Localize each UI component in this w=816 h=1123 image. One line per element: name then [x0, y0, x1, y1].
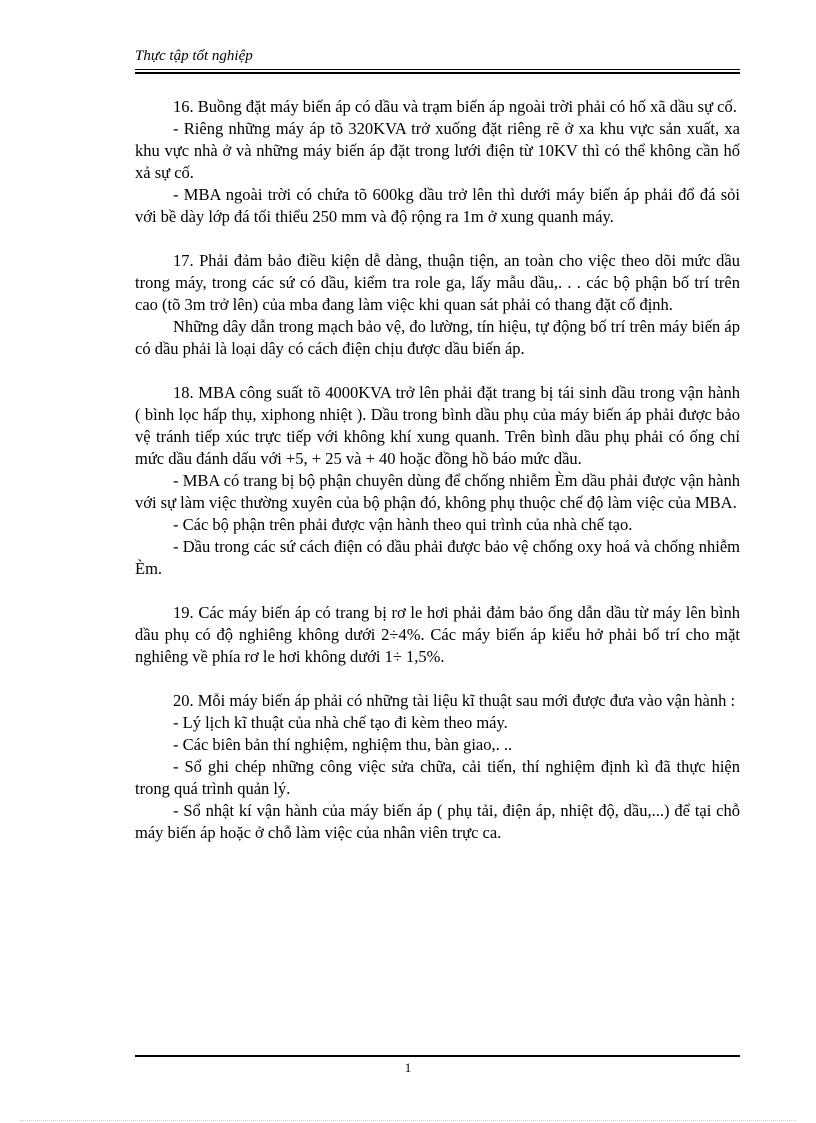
paragraph-17-item-1: Những dây dẫn trong mạch bảo vệ, đo lường, tín hiệu, tự động bố trí trên máy biến áp có dầu phải là loại dây có cách điện chịu được dầu biến áp. — [135, 317, 740, 358]
page-number: 1 — [404, 1060, 412, 1075]
page-header-title: Thực tập tốt nghiệp — [135, 48, 253, 64]
paragraph-18-item-2: - Các bộ phận trên phải được vận hành theo qui trình của nhà chế tạo. — [173, 515, 633, 534]
paragraph-16-item-2: - MBA ngoài trời có chứa tõ 600kg dầu trở lên thì dưới máy biến áp phải đổ đá sỏi với bề dày lớp đá tối thiểu 250 mm và độ rộng ra 1m ở xung quanh máy. — [135, 185, 740, 226]
paragraph-20-item-2: - Các biên bản thí nghiệm, nghiệm thu, bàn giao,. .. — [173, 735, 513, 754]
paragraph-20-item-3: - Sổ ghi chép những công việc sửa chữa, cải tiến, thí nghiệm định kì đã thực hiện trong quá trình quản lý. — [135, 757, 740, 798]
paragraph-18-item-3: - Dầu trong các sứ cách điện có dầu phải được bảo vệ chống oxy hoá và chống nhiễm Èm. — [135, 537, 740, 578]
document-body — [135, 96, 740, 844]
footer-rule — [135, 1055, 740, 1057]
paragraph-20-item-4: - Sổ nhật kí vận hành của máy biến áp ( phụ tải, điện áp, nhiệt độ, dầu,...) để tại chỗ máy biến áp hoặc ở chỗ làm việc của nhân viên trực ca. — [135, 801, 740, 842]
header-rule-thick — [135, 72, 740, 74]
paragraph-17-title: 17. Phải đảm bảo điều kiện dễ dàng, thuận tiện, an toàn cho việc theo dõi mức dầu trong máy, trong các sứ có dầu, kiểm tra role ga, lấy mẫu dầu,. . . các bộ phận bố trí trên cao (tõ 3m trở lên) của mba đang làm việc khi quan sát phải có thang đặt cố định. — [135, 251, 740, 314]
header-rule-thin — [135, 69, 740, 70]
paragraph-16-item-1: - Riêng những máy áp tõ 320KVA trở xuống đặt riêng rẽ ở xa khu vực sản xuất, xa khu vực nhà ở và những máy biến áp đặt trong lưới điện từ 10KV thì có thể không cần hố xả sự cố. — [135, 119, 740, 182]
paragraph-20-item-1: - Lý lịch kĩ thuật của nhà chế tạo đi kèm theo máy. — [173, 713, 508, 732]
paragraph-18-item-1: - MBA có trang bị bộ phận chuyên dùng để chống nhiễm Èm dầu phải được vận hành với sự làm việc thường xuyên của bộ phận đó, không phụ thuộc chế độ làm việc của MBA. — [135, 471, 740, 512]
page-bottom-border — [20, 1120, 796, 1121]
paragraph-19-title: 19. Các máy biến áp có trang bị rơ le hơi phải đảm bảo ống dẫn dầu từ máy lên bình dầu phụ có độ nghiêng không dưới 2÷4%. Các máy biến áp kiểu hở phải bố trí cho mặt nghiêng về phía rơ le hơi không dưới 1÷ 1,5%. — [135, 603, 740, 666]
paragraph-20-title: 20. Mỗi máy biến áp phải có những tài liệu kĩ thuật sau mới được đưa vào vận hành : — [173, 691, 736, 710]
paragraph-18-title: 18. MBA công suất tõ 4000KVA trở lên phải đặt trang bị tái sinh dầu trong vận hành ( bình lọc hấp thụ, xiphong nhiệt ). Dầu trong bình dầu phụ của máy biến áp phải được bảo vệ tránh tiếp xúc trực tiếp với không khí xung quanh. Trên bình dầu phụ phải có ống chỉ mức dầu đánh dấu với +5, + 25 và + 40 hoặc đồng hồ báo mức dầu. — [135, 383, 740, 468]
paragraph-16-title: 16. Buồng đặt máy biến áp có dầu và trạm biến áp ngoài trời phải có hố xã dầu sự cố. — [173, 97, 737, 116]
